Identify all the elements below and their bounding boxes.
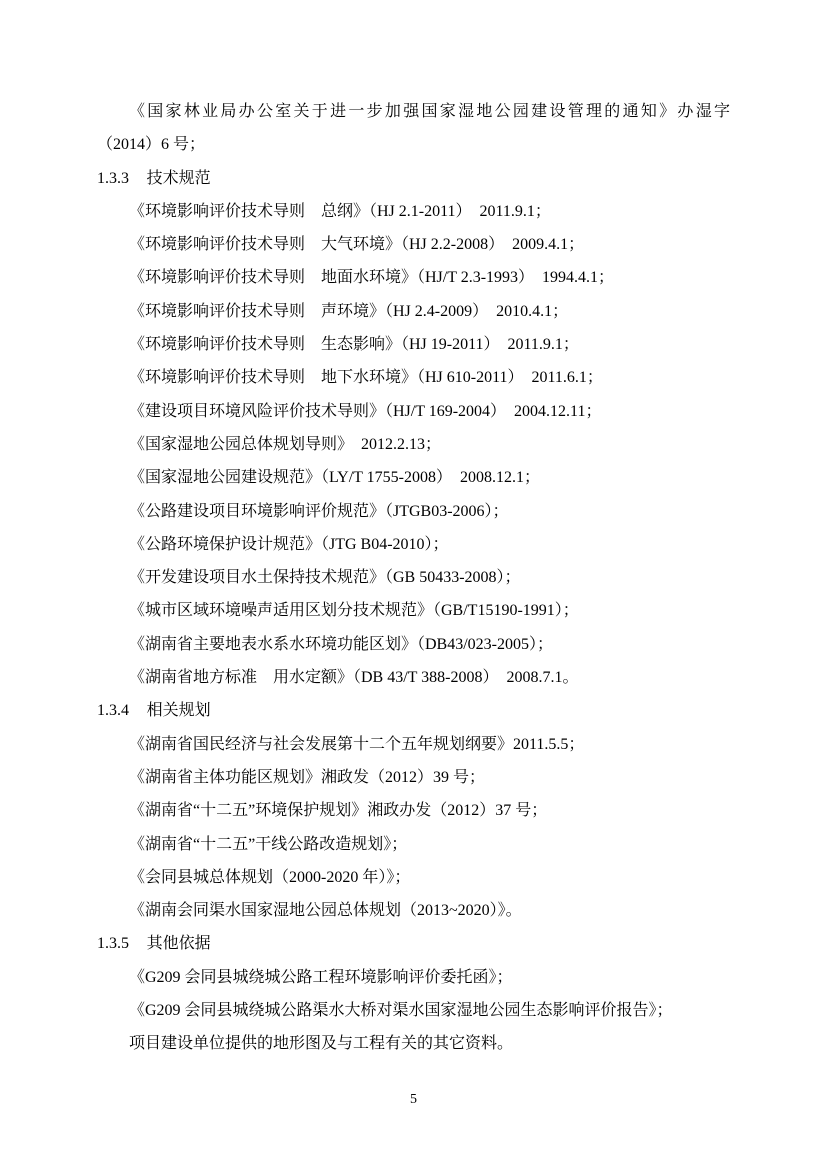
reference-item: 《湖南省主体功能区规划》湘政发（2012）39 号； [129,768,486,786]
reference-item: 《国家湿地公园总体规划导则》 2012.2.13； [129,435,442,453]
section-number: 1.3.5 [97,935,129,953]
section-title: 其他依据 [146,935,211,953]
reference-item: 《环境影响评价技术导则 生态影响》（HJ 19-2011） 2011.9.1； [129,336,579,354]
page-content [97,95,730,1061]
reference-item: 《G209 会同县城绕城公路工程环境影响评价委托函》； [129,968,513,986]
reference-item: 《环境影响评价技术导则 大气环境》（HJ 2.2-2008） 2009.4.1； [129,236,585,254]
reference-item: 《湖南会同渠水国家湿地公园总体规划（2013~2020）》。 [129,902,522,920]
section-heading-1-3-3 [97,162,730,195]
reference-item: 《环境影响评价技术导则 声环境》（HJ 2.4-2009） 2010.4.1； [129,302,569,320]
reference-item: 《环境影响评价技术导则 总纲》（HJ 2.1-2011） 2011.9.1； [129,202,551,220]
reference-item: 《公路建设项目环境影响评价规范》（JTGB03-2006）； [129,502,509,520]
reference-item: 项目建设单位提供的地形图及与工程有关的其它资料。 [129,1035,514,1053]
reference-item: 《G209 会同县城绕城公路渠水大桥对渠水国家湿地公园生态影响评价报告》； [129,1002,673,1020]
reference-item: 《建设项目环境风险评价技术导则》（HJ/T 169-2004） 2004.12.11； [129,402,602,420]
reference-item: 《城市区域环境噪声适用区划分技术规范》（GB/T15190-1991）； [129,602,579,620]
reference-item: 《公路环境保护设计规范》（JTG B04-2010）； [129,535,449,553]
section-number: 1.3.3 [97,169,129,187]
page-number: 5 [410,1092,417,1107]
reference-item: 《环境影响评价技术导则 地下水环境》（HJ 610-2011） 2011.6.1； [129,369,603,387]
intro-paragraph-line-2: （2014）6 号； [97,136,206,154]
section-heading-1-3-4 [97,694,730,727]
reference-item: 《开发建设项目水土保持技术规范》（GB 50433-2008）； [129,569,521,587]
section-title: 相关规划 [146,702,211,720]
reference-item: 《国家湿地公园建设规范》（LY/T 1755-2008） 2008.12.1； [129,469,540,487]
section-title: 技术规范 [146,169,211,187]
reference-item: 《湖南省地方标准 用水定额》（DB 43/T 388-2008） 2008.7.1。 [129,669,579,687]
reference-item: 《湖南省“十二五”干线公路改造规划》； [129,835,408,853]
intro-paragraph-line-1: 《国家林业局办公室关于进一步加强国家湿地公园建设管理的通知》办湿字 [129,103,730,120]
reference-item: 《湖南省“十二五”环境保护规划》湘政办发（2012）37 号； [129,802,548,820]
reference-item: 《会同县城总体规划（2000-2020 年）》； [129,868,411,886]
section-heading-1-3-5 [97,927,730,960]
reference-item: 《湖南省主要地表水系水环境功能区划》（DB43/023-2005）； [129,635,554,653]
reference-item: 《湖南省国民经济与社会发展第十二个五年规划纲要》2011.5.5； [129,735,585,753]
section-number: 1.3.4 [97,702,129,720]
reference-item: 《环境影响评价技术导则 地面水环境》（HJ/T 2.3-1993） 1994.4.1； [129,269,615,287]
